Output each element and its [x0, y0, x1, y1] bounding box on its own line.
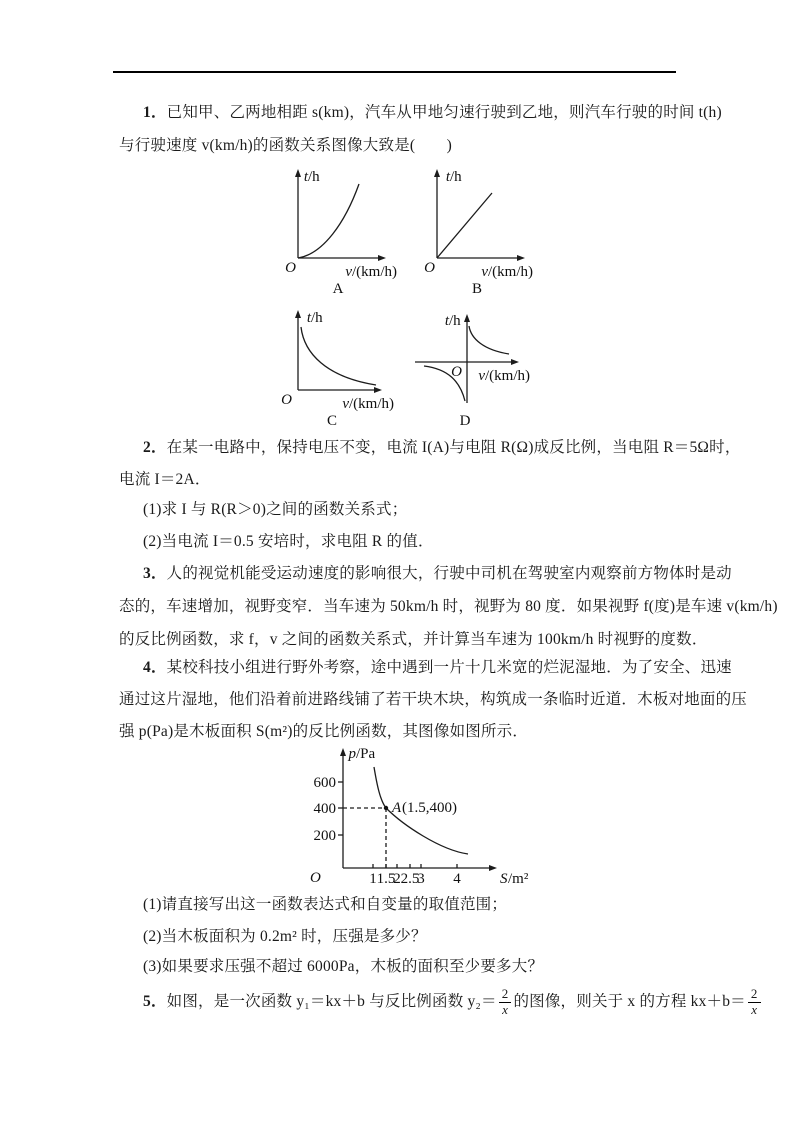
fraction-numerator: 2: [499, 987, 512, 1003]
q4-sub3-text: (3)如果要求压强不超过 6000Pa，木板的面积至少要多大？: [143, 958, 544, 975]
q1-line1: [143, 103, 722, 123]
fraction-2-over-x: [499, 987, 512, 1018]
option-d-graph: [408, 308, 558, 430]
q3-number: 3．: [143, 565, 167, 582]
x-axis-arrow-icon: [489, 865, 497, 871]
x-tick-label-1_5: 1.5: [376, 871, 396, 887]
header-rule: [113, 71, 676, 73]
q4-number: 4．: [143, 659, 167, 676]
option-b-label: B: [471, 281, 483, 297]
y-tick-label-400: 400: [313, 801, 336, 817]
point-a-label-var: A: [392, 800, 402, 816]
curve: [437, 193, 492, 258]
y-axis-arrow-icon: [295, 169, 301, 177]
q4-line1: [143, 658, 732, 678]
y-axis-arrow-icon: [295, 310, 301, 318]
y-axis-arrow-icon: [464, 314, 470, 322]
fraction-2-over-x: [748, 987, 761, 1018]
q4-sub1-text: (1)请直接写出这一函数表达式和自变量的取值范围；: [143, 896, 508, 913]
origin-label: O: [424, 260, 435, 276]
origin-label: O: [285, 260, 296, 276]
q2-line2: [119, 470, 211, 490]
x-axis-label-var: v: [481, 264, 488, 280]
curve-upper-branch: [469, 326, 509, 354]
q2-sub1: [143, 500, 407, 520]
q2-sub1-text: (1)求 I 与 R(R＞0)之间的函数关系式；: [143, 501, 408, 518]
y-tick-label-200: 200: [313, 828, 336, 844]
x-tick-label-1: 1: [369, 871, 377, 887]
x-axis-arrow-icon: [378, 255, 386, 261]
q1-line2: [119, 136, 452, 156]
x-tick-label-2: 2: [393, 871, 401, 887]
x-axis-label-rest: /(km/h): [349, 396, 394, 412]
option-d-label: D: [459, 413, 471, 429]
q3-line2-text: 态的，车速增加，视野变窄．当车速为 50km/h 时，视野为 80 度．如果视野 f(度)是车速 v(km/h): [119, 598, 778, 615]
q4-line1-text: 某校科技小组进行野外考察，途中遇到一片十几米宽的烂泥湿地．为了安全、迅速: [166, 659, 732, 676]
x-axis-arrow-icon: [517, 255, 525, 261]
option-a-graph: [275, 166, 410, 298]
x-axis-label-var: S: [500, 871, 508, 887]
x-axis-label-var: v: [478, 368, 485, 384]
option-c-label: C: [326, 413, 338, 429]
x-tick-label-2_5: 2.5: [400, 871, 420, 887]
q2-sub2: [143, 532, 434, 552]
q2-sub2-text: (2)当电流 I＝0.5 安培时，求电阻 R 的值．: [143, 533, 434, 550]
q5-seg2-text: 的图像，则关于 x 的方程 kx＋b＝: [513, 993, 746, 1010]
q2-line1-text: 在某一电路中，保持电压不变，电流 I(A)与电阻 R(Ω)成反比例，当电阻 R＝5Ω时，: [166, 439, 741, 456]
q4-sub2: [143, 927, 427, 947]
y-axis-label-rest: /Pa: [356, 746, 376, 762]
y-axis-label-var: t: [306, 310, 311, 326]
q3-line1: [143, 564, 732, 584]
option-c-graph: [258, 305, 408, 430]
q4-line2-text: 通过这片湿地，他们沿着前进路线铺了若干块木块，构筑成一条临时近道．木板对地面的压: [119, 691, 748, 708]
option-a-label: A: [332, 281, 344, 297]
q4-sub2-text: (2)当木板面积为 0.2m² 时，压强是多少？: [143, 928, 427, 945]
x-axis-label-rest: /(km/h): [488, 264, 533, 280]
x-axis-arrow-icon: [374, 387, 382, 393]
x-axis-label-rest: /(km/h): [352, 264, 397, 280]
x-axis-label-rest: /(km/h): [485, 368, 530, 384]
x-axis-label-var: v: [345, 264, 352, 280]
curve: [301, 327, 376, 385]
fraction-denominator: x: [502, 1001, 509, 1017]
q4-line3-text: 强 p(Pa)是木板面积 S(m²)的反比例函数，其图像如图所示．: [119, 723, 529, 740]
x-axis-arrow-icon: [511, 359, 519, 365]
x-axis-label-var: v: [342, 396, 349, 412]
y-axis-arrow-icon: [434, 169, 440, 177]
q3-line1-text: 人的视觉机能受运动速度的影响很大，行驶中司机在驾驶室内观察前方物体时是动: [166, 565, 732, 582]
curve: [298, 184, 359, 258]
q3-line3: [119, 630, 708, 650]
y-axis-label-var: t: [445, 169, 450, 185]
option-b-graph: [412, 166, 547, 298]
y-axis-label-rest: /h: [450, 169, 462, 185]
q1-line2-text: 与行驶速度 v(km/h)的函数关系图像大致是( ): [119, 137, 453, 154]
q2-line2-text: 电流 I＝2A．: [119, 471, 211, 488]
y-axis-label-rest: /h: [308, 169, 320, 185]
x-axis-label-rest: /m²: [508, 871, 529, 887]
q4-pressure-graph: [300, 745, 535, 895]
origin-label: O: [451, 364, 462, 380]
q1-number: 1．: [143, 104, 167, 121]
q2-number: 2．: [143, 439, 167, 456]
q4-sub1: [143, 895, 507, 915]
fraction-denominator: x: [751, 1001, 758, 1017]
y-tick-label-600: 600: [313, 775, 336, 791]
point-a-label-coords: (1.5,400): [402, 800, 457, 816]
y-axis-label-rest: /h: [311, 310, 323, 326]
q1-line1-text: 已知甲、乙两地相距 s(km)，汽车从甲地匀速行驶到乙地，则汽车行驶的时间 t(h): [166, 104, 722, 121]
q3-line3-text: 的反比例函数，求 f，v 之间的函数关系式，并计算当车速为 100km/h 时视野的度数．: [119, 631, 708, 648]
x-tick-label-4: 4: [453, 871, 461, 887]
fraction-numerator: 2: [748, 987, 761, 1003]
q5-number: 5．: [143, 993, 167, 1010]
y-axis-label-rest: /h: [449, 313, 461, 329]
point-a-marker: [384, 806, 388, 810]
origin-label: O: [281, 392, 292, 408]
q2-line1: [143, 438, 741, 458]
q5-line: [143, 982, 763, 1022]
y-axis-label-var: t: [303, 169, 308, 185]
q5-seg1-text: 如图，是一次函数 y₁＝kx＋b 与反比例函数 y₂＝: [166, 993, 497, 1010]
y-axis-label-var: p: [348, 746, 356, 762]
origin-label: O: [310, 870, 321, 886]
q4-line2: [119, 690, 747, 710]
q3-line2: [119, 597, 778, 617]
x-tick-label-3: 3: [417, 871, 425, 887]
q4-line3: [119, 722, 528, 742]
q4-sub3: [143, 957, 543, 977]
y-axis-arrow-icon: [340, 748, 346, 756]
y-axis-label-var: t: [444, 313, 449, 329]
